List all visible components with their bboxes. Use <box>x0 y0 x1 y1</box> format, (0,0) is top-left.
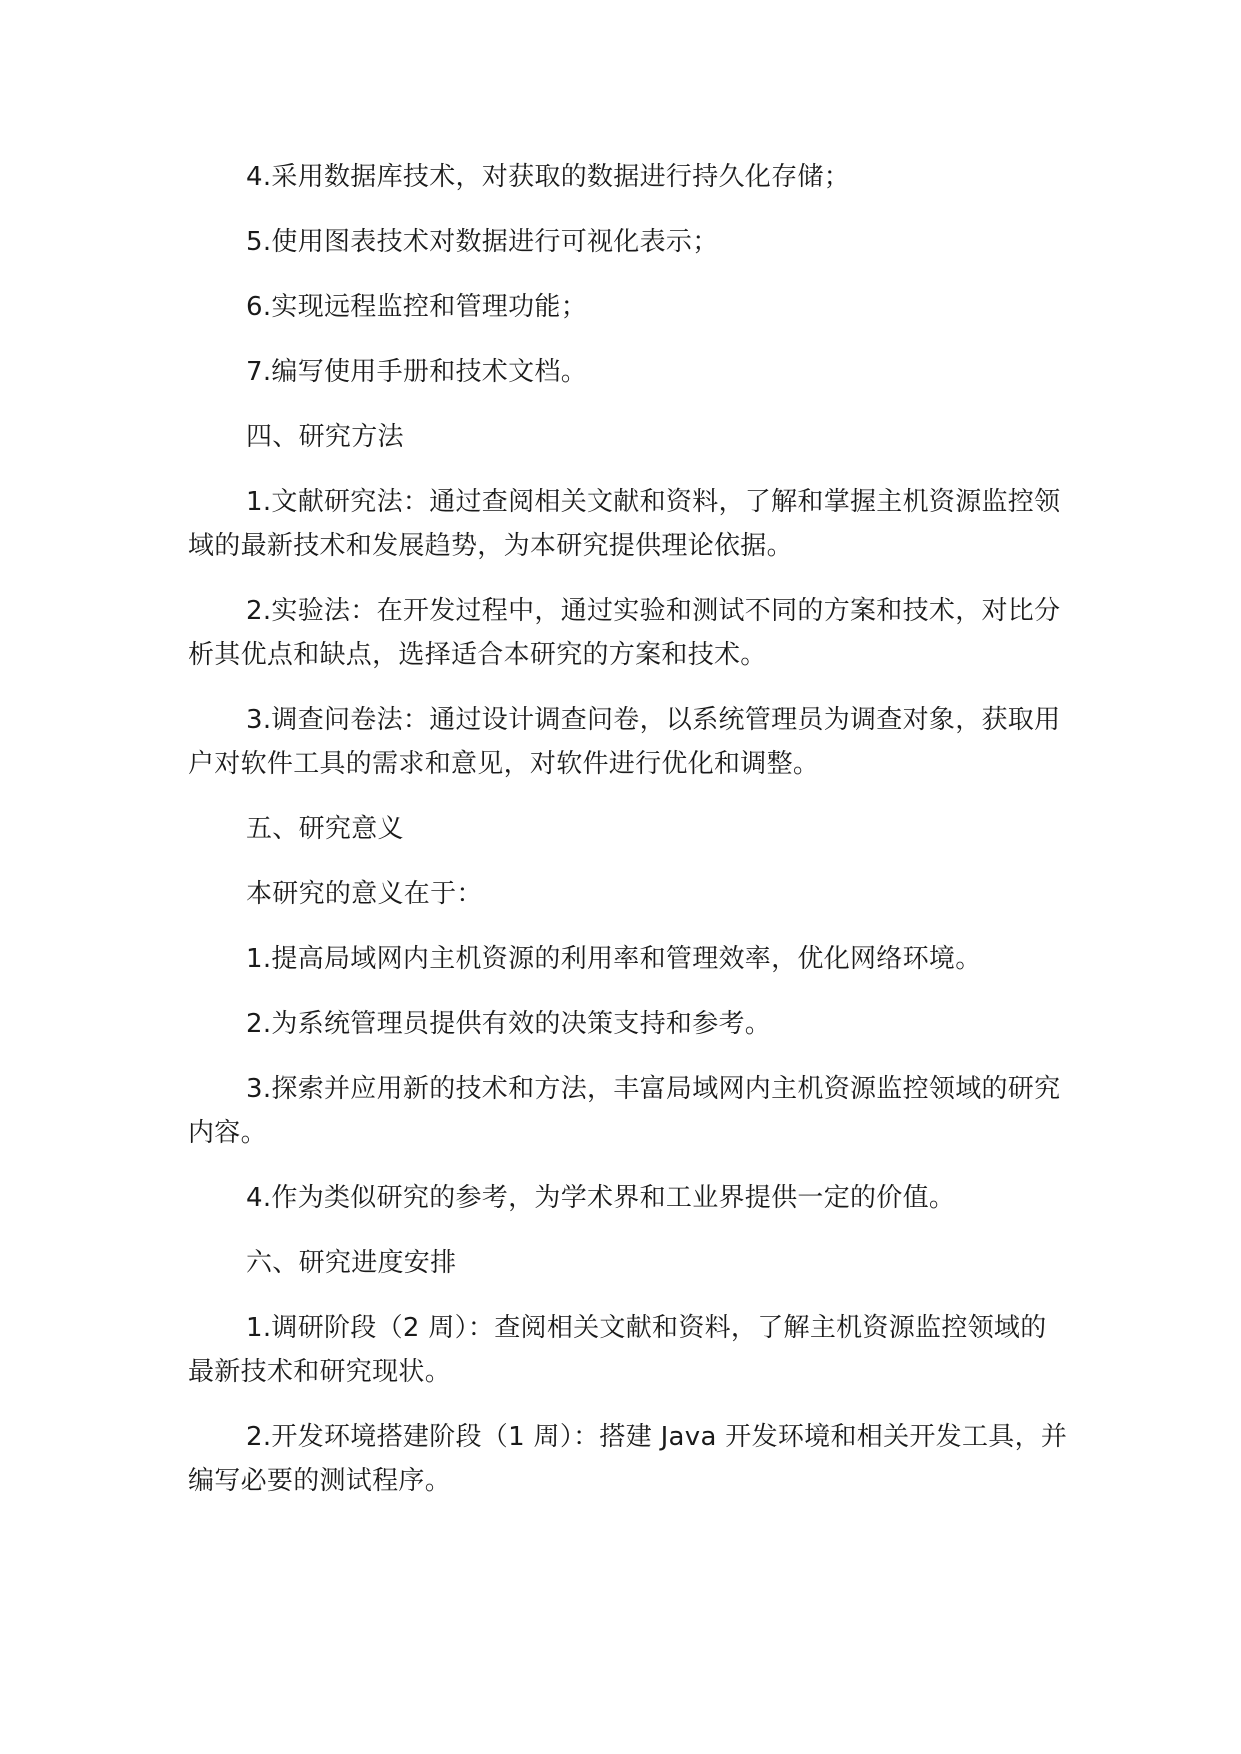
list-item-persistent-storage: 4.采用数据库技术，对获取的数据进行持久化存储； <box>246 162 851 192</box>
list-item-visualization: 5.使用图表技术对数据进行可视化表示； <box>246 227 719 257</box>
paragraph-survey-method: 3.调查问卷法：通过设计调查问卷，以系统管理员为调查对象，获取用户对软件工具的需求和意见，对软件进行优化和调整。 <box>188 705 1061 779</box>
list-item-new-methods: 3.探索并应用新的技术和方法，丰富局域网内主机资源监控领域的研究内容。 <box>188 1074 1061 1148</box>
paragraph-significance-intro: 本研究的意义在于： <box>246 879 483 909</box>
section-heading-research-methods: 四、研究方法 <box>246 422 404 452</box>
list-item-reference-value: 4.作为类似研究的参考，为学术界和工业界提供一定的价值。 <box>246 1183 956 1213</box>
list-item-remote-monitoring: 6.实现远程监控和管理功能； <box>246 292 588 322</box>
paragraph-setup-phase: 2.开发环境搭建阶段（1 周）：搭建 Java 开发环境和相关开发工具，并编写必要的测试程序。 <box>188 1422 1068 1496</box>
paragraph-experiment-method: 2.实验法：在开发过程中，通过实验和测试不同的方案和技术，对比分析其优点和缺点，选择适合本研究的方案和技术。 <box>188 596 1061 670</box>
list-item-efficiency: 1.提高局域网内主机资源的利用率和管理效率，优化网络环境。 <box>246 944 982 974</box>
paragraph-research-phase: 1.调研阶段（2 周）：查阅相关文献和资料，了解主机资源监控领域的最新技术和研究现状。 <box>188 1313 1047 1387</box>
list-item-documentation: 7.编写使用手册和技术文档。 <box>246 357 588 387</box>
paragraph-literature-method: 1.文献研究法：通过查阅相关文献和资料，了解和掌握主机资源监控领域的最新技术和发展趋势，为本研究提供理论依据。 <box>188 487 1061 561</box>
section-heading-schedule: 六、研究进度安排 <box>246 1248 457 1278</box>
document-body <box>188 155 1068 1524</box>
list-item-decision-support: 2.为系统管理员提供有效的决策支持和参考。 <box>246 1009 772 1039</box>
section-heading-significance: 五、研究意义 <box>246 814 404 844</box>
